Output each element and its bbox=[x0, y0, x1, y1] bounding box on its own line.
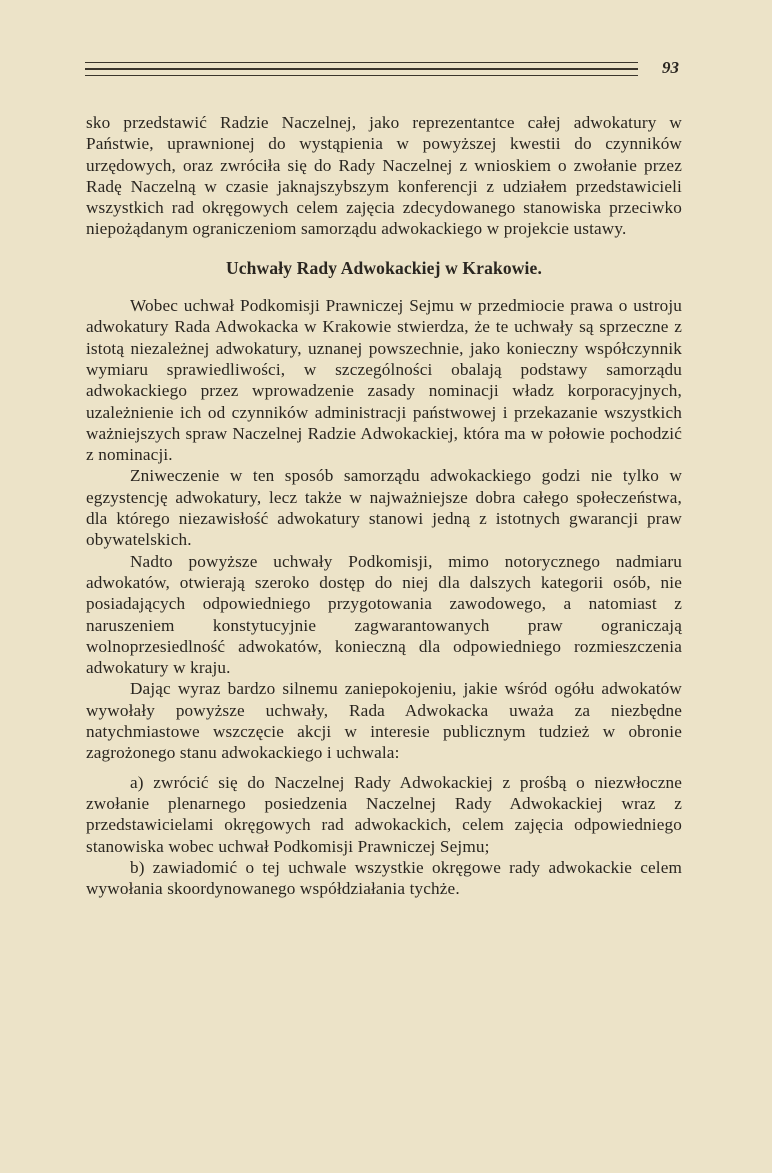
header-rule-top bbox=[85, 62, 638, 63]
body-paragraph-2: Zniweczenie w ten sposób samorządu adwokackiego godzi nie tylko w egzystencję adwokatury, lecz także w najważniejsze dobra całego społeczeństwa, dla którego niezawisłość adwokatury stanowi jedną z istotnych gwarancji praw obywatelskich. bbox=[86, 466, 682, 550]
section-heading: Uchwały Rady Adwokackiej w Krakowie. bbox=[225, 257, 543, 278]
body-paragraph-4: Dając wyraz bardzo silnemu zaniepokojeniu, jakie wśród ogółu adwokatów wywołały powyższe uchwały, Rada Adwokacka uważa za niezbędne natychmiastowe wszczęcie akcji w interesie publicznym tudzież w obronie zagrożonego stanu adwokackiego i uchwala: bbox=[86, 679, 682, 763]
header-rules bbox=[85, 62, 638, 81]
header-rule-bottom bbox=[85, 75, 638, 76]
resolution-item-a: a) zwrócić się do Naczelnej Rady Adwokackiej z prośbą o niezwłoczne zwołanie plenarnego posiedzenia Naczelnej Rady Adwokackiej wraz z przedstawicielami okręgowych rad adwokackich, celem zajęcia odpowiedniego stanowiska wobec uchwał Podkomisji Prawniczej Sejmu; bbox=[86, 772, 682, 856]
body-paragraph-3: Nadto powyższe uchwały Podkomisji, mimo notorycznego nadmiaru adwokatów, otwierają szeroko dostęp do niej dla dalszych kategorii osób, nie posiadających odpowiedniego przygotowania zawodowego, a natomiast z naruszeniem konstytucyjnie zagwarantowanych praw ograniczają wolnoprzesiedlność adwokatów, konieczną dla odpowiedniego rozmieszczenia adwokatury w kraju. bbox=[86, 551, 682, 678]
resolution-item-b: b) zawiadomić o tej uchwale wszystkie okręgowe rady adwokackie celem wywołania skoordynowanego współdziałania tychże. bbox=[86, 857, 682, 899]
intro-paragraph: sko przedstawić Radzie Naczelnej, jako reprezentantce całej adwokatury w Państwie, uprawnionej do wystąpienia w powyższej kwestii do czynników urzędowych, oraz zwróciła się do Rady Naczelnej z wnioskiem o zwołanie przez Radę Naczelną w czasie jaknajszybszym konferencji z udziałem przedstawicieli wszystkich rad okręgowych celem zajęcia zdecydowanego stanowiska przeciwko niepożądanym ograniczeniom samorządu adwokackiego w projekcie ustawy. bbox=[86, 113, 682, 239]
header-rule-middle bbox=[85, 68, 638, 70]
body-paragraph-1: Wobec uchwał Podkomisji Prawniczej Sejmu w przedmiocie prawa o ustroju adwokatury Rada Adwokacka w Krakowie stwierdza, że te uchwały są sprzeczne z istotą niezależnej adwokatury, uznanej powszechnie, jako konieczny współczynnik wymiaru sprawiedliwości, w szczególności obalają podstawy samorządu adwokackiego przez wprowadzenie zasady nominacji władz korporacyjnych, uzależnienie ich od czynników administracji państwowej i przekazanie wszystkich ważniejszych spraw Naczelnej Radzie Adwokackiej, która ma w połowie pochodzić z nominacji. bbox=[86, 296, 682, 465]
page-number: 93 bbox=[662, 58, 679, 77]
page-body bbox=[86, 112, 682, 899]
